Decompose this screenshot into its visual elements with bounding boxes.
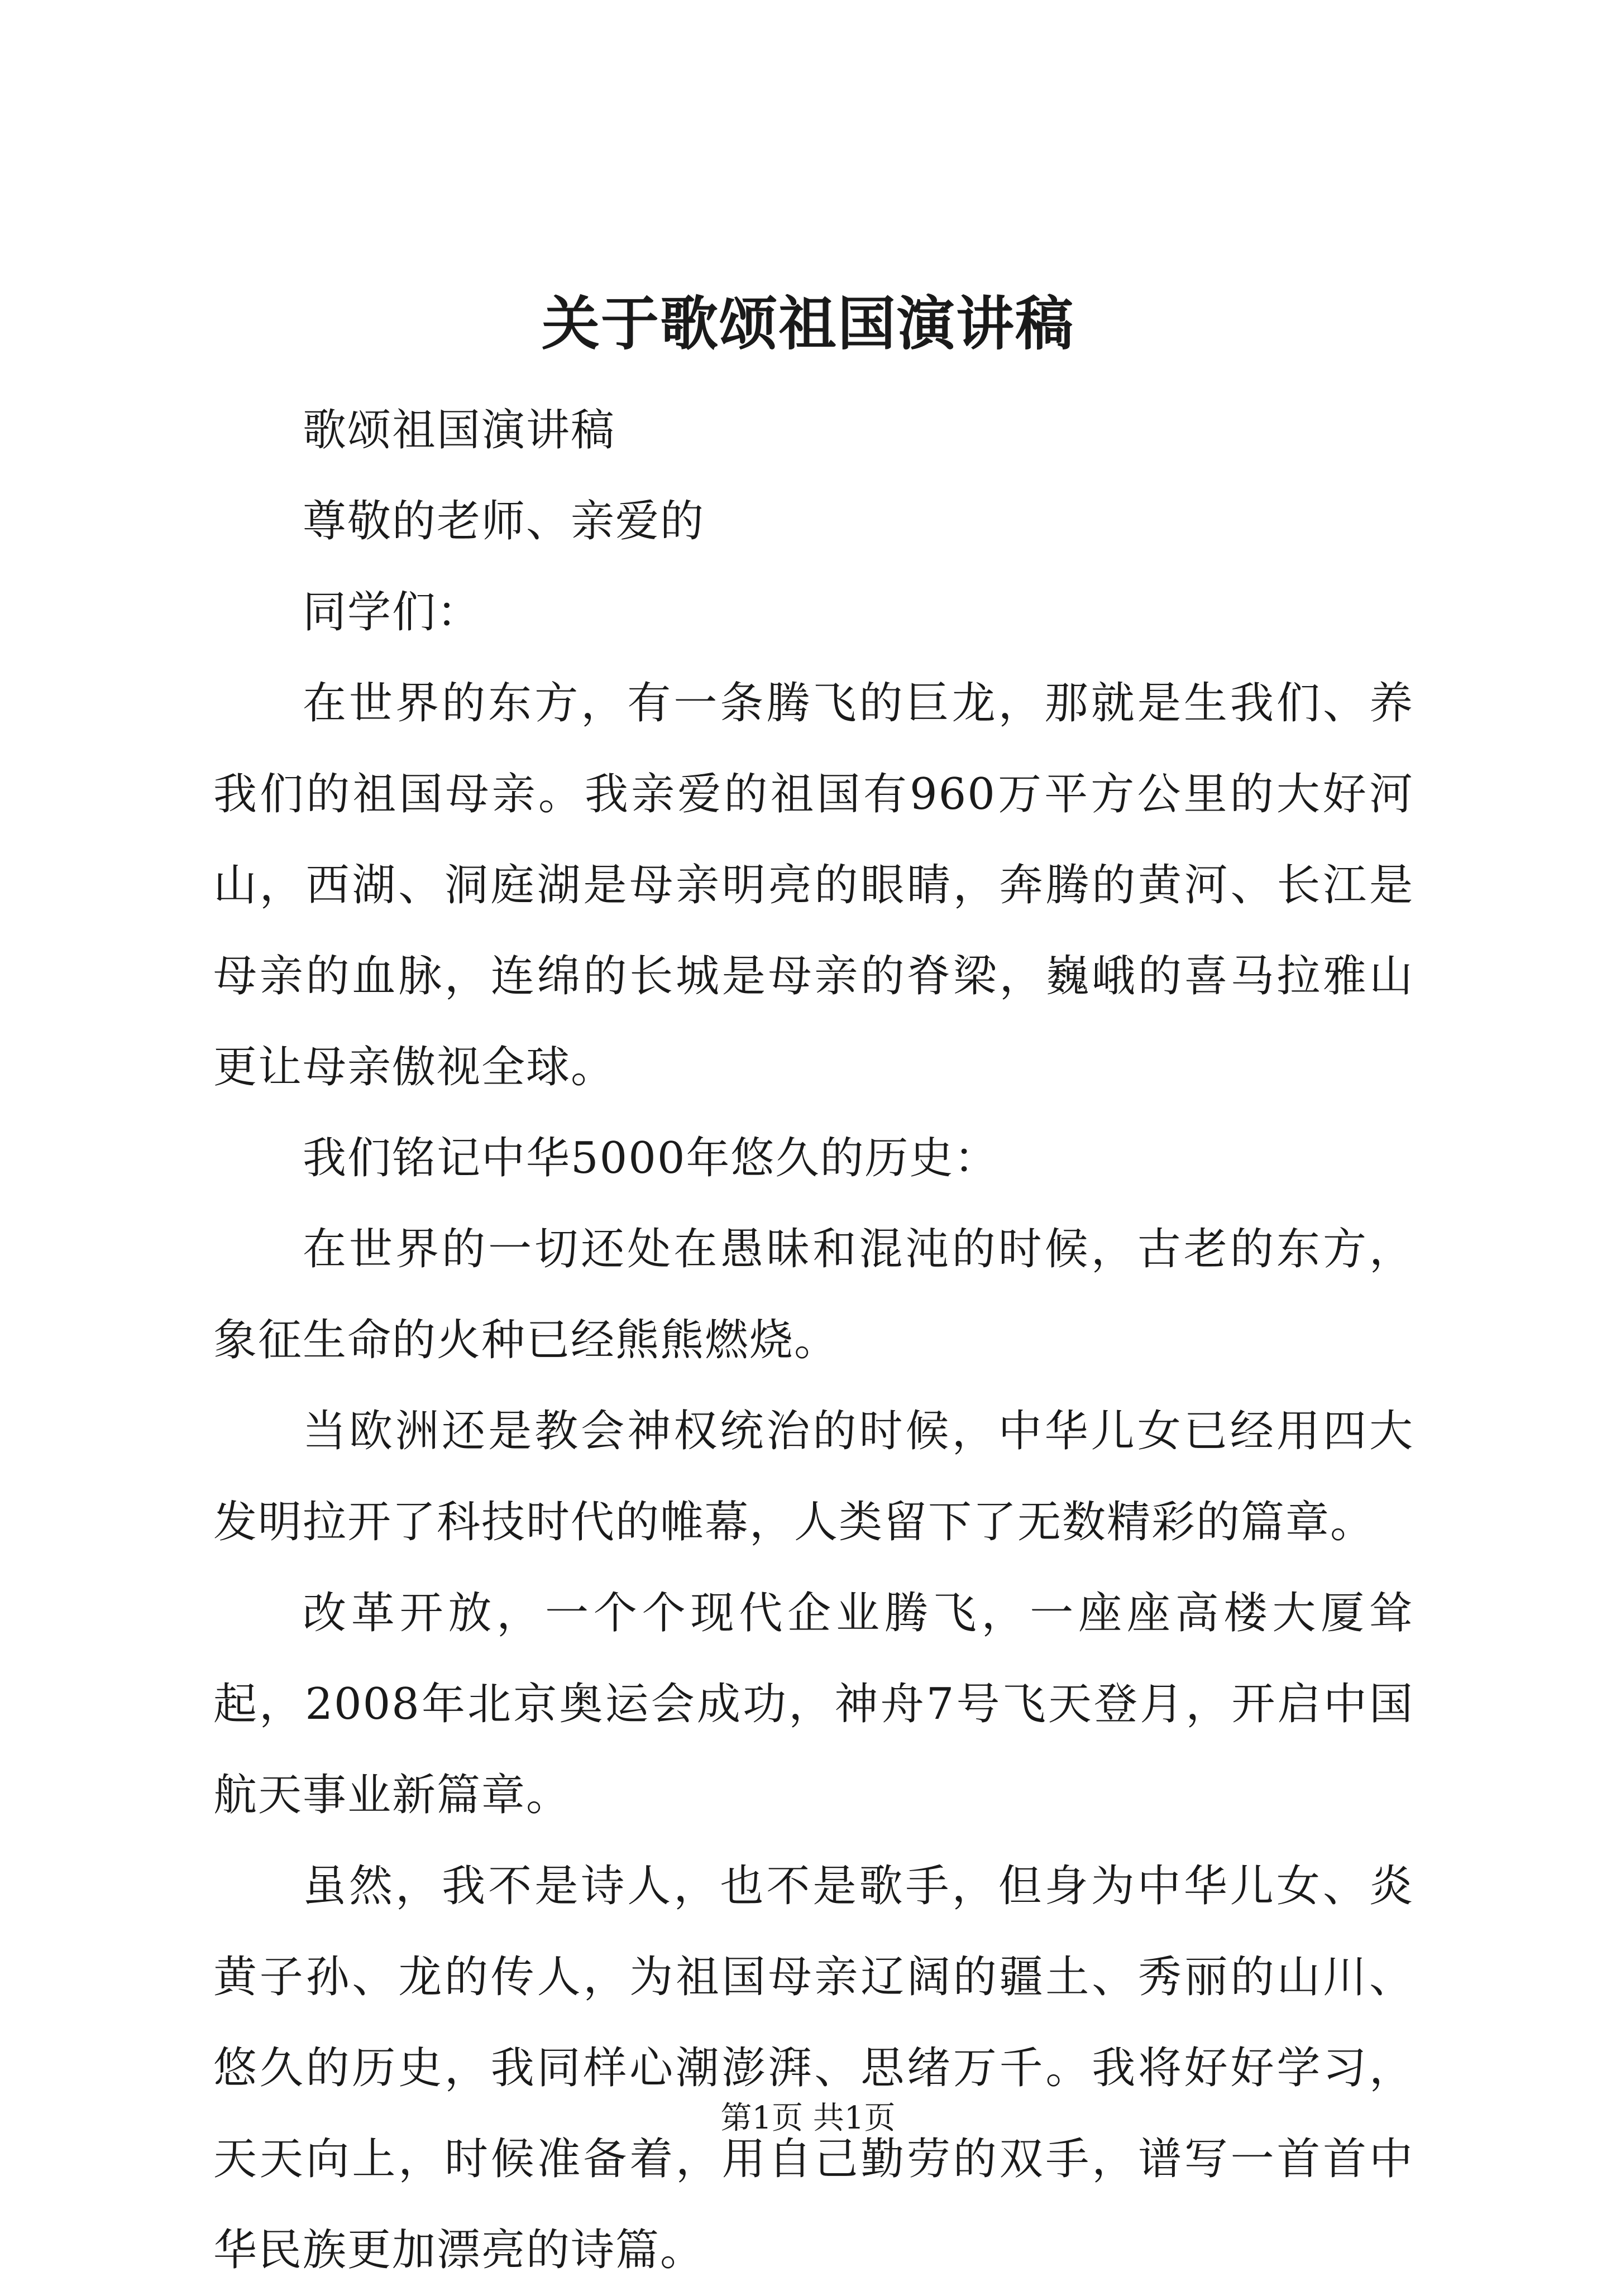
paragraph-history: 我们铭记中华5000年悠久的历史： [303,1133,999,1183]
paragraph-subtitle: 歌颂祖国演讲稿 [303,405,616,456]
document-title: 关于歌颂祖国演讲稿 [541,289,1074,358]
paragraph-salutation: 尊敬的老师、亲爱的 [303,496,705,547]
paragraph-motherland: 在世界的东方，有一条腾飞的巨龙，那就是生我们、养我们的祖国母亲。我亲爱的祖国有960万平方公里的大好河山，西湖、洞庭湖是母亲明亮的眼睛，奔腾的黄河、长江是母亲的血脉，连绵的长城是母亲的脊梁，巍峨的喜马拉雅山更让母亲傲视全球。 [213,678,1414,1092]
paragraph-closing: 虽然，我不是诗人，也不是歌手，但身为中华儿女、炎黄子孙、龙的传人，为祖国母亲辽阔的疆土、秀丽的山川、悠久的历史，我同样心潮澎湃、思绪万千。我将好好学习，天天向上，时候准备着，用自己勤劳的双手，谱写一首首中华民族更加漂亮的诗篇。 [213,1861,1414,2275]
paragraph-reform: 改革开放，一个个现代企业腾飞，一座座高楼大厦耸起，2008年北京奥运会成功，神舟7号飞天登月，开启中国航天事业新篇章。 [213,1588,1414,1820]
paragraph-salutation-cont: 同学们： [303,587,482,637]
page-footer: 第1页 共1页 [720,2100,896,2136]
document-body [213,385,1414,2296]
paragraph-ancient-east: 在世界的一切还处在愚昧和混沌的时候，古老的东方，象征生命的火种已经熊熊燃烧。 [213,1224,1414,1365]
paragraph-inventions: 当欧洲还是教会神权统治的时候，中华儿女已经用四大发明拉开了科技时代的帷幕，人类留下了无数精彩的篇章。 [213,1406,1414,1547]
